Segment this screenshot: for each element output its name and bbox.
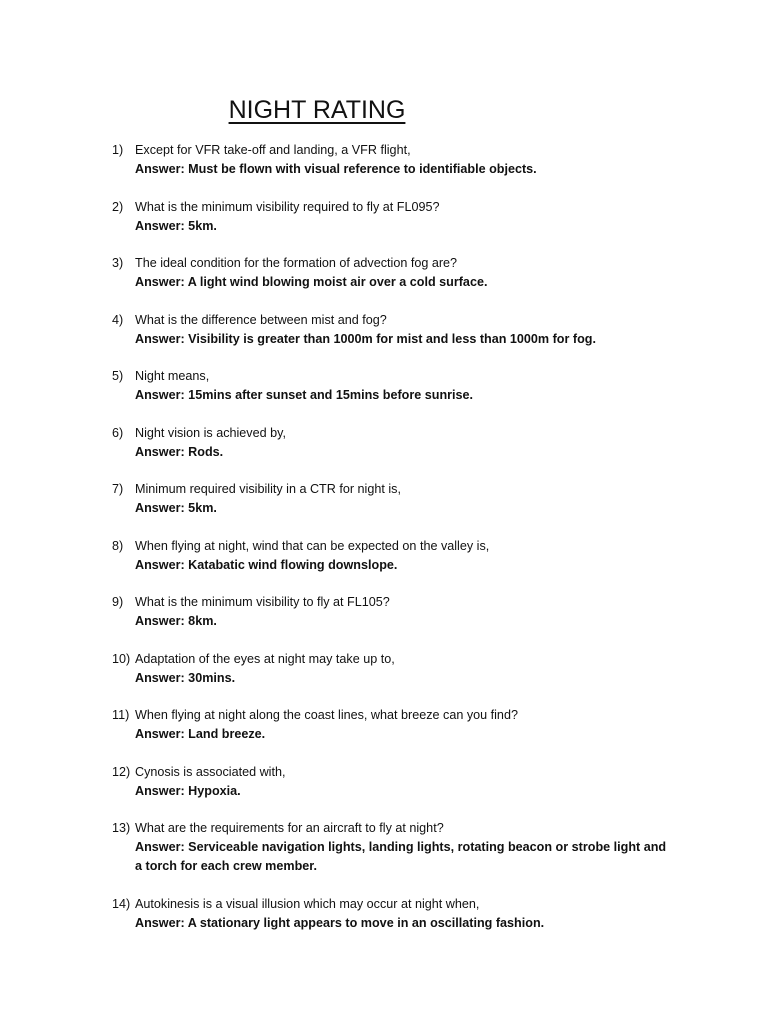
question-text: Night vision is achieved by, bbox=[135, 425, 286, 440]
question-item bbox=[0, 141, 768, 179]
answer-text: Answer: 5km. bbox=[135, 218, 217, 233]
question-item bbox=[0, 198, 768, 236]
question-text: When flying at night, wind that can be expected on the valley is, bbox=[135, 538, 490, 553]
question-text: When flying at night along the coast lines, what breeze can you find? bbox=[135, 708, 518, 722]
question-item bbox=[0, 819, 768, 876]
question-number: 12) bbox=[112, 764, 131, 779]
question-item bbox=[0, 367, 768, 405]
answer-text: Answer: Serviceable navigation lights, landing lights, rotating beacon or strobe light and a torch for each crew member. bbox=[135, 840, 667, 873]
question-number: 14) bbox=[112, 896, 131, 911]
page-title: NIGHT RATING bbox=[228, 96, 406, 124]
question-number: 5) bbox=[112, 369, 124, 383]
question-number: 6) bbox=[112, 425, 124, 440]
question-number: 7) bbox=[112, 482, 124, 496]
question-item bbox=[0, 593, 768, 631]
question-item bbox=[0, 480, 768, 518]
question-text: What are the requirements for an aircraft to fly at night? bbox=[135, 821, 444, 835]
question-text: Night means, bbox=[135, 369, 210, 383]
question-item bbox=[0, 424, 768, 462]
question-number: 3) bbox=[112, 256, 124, 270]
answer-text: Answer: Rods. bbox=[135, 444, 224, 459]
question-number: 13) bbox=[112, 821, 131, 835]
answer-text: Answer: Visibility is greater than 1000m for mist and less than 1000m for fog. bbox=[135, 331, 596, 346]
question-text: The ideal condition for the formation of advection fog are? bbox=[135, 256, 458, 270]
question-item bbox=[0, 650, 768, 688]
answer-text: Answer: 5km. bbox=[135, 501, 217, 515]
question-number: 1) bbox=[112, 143, 124, 157]
question-number: 4) bbox=[112, 312, 124, 327]
question-text: Adaptation of the eyes at night may take up to, bbox=[135, 651, 395, 666]
question-text: What is the minimum visibility to fly at FL105? bbox=[135, 595, 390, 609]
question-text: What is the difference between mist and fog? bbox=[135, 312, 387, 327]
answer-text: Answer: A light wind blowing moist air over a cold surface. bbox=[135, 275, 488, 289]
question-text: Cynosis is associated with, bbox=[135, 764, 286, 779]
answer-text: Answer: 30mins. bbox=[135, 670, 236, 685]
answer-text: Answer: Must be flown with visual reference to identifiable objects. bbox=[135, 162, 537, 176]
question-item bbox=[0, 706, 768, 744]
question-item bbox=[0, 763, 768, 801]
question-text: What is the minimum visibility required to fly at FL095? bbox=[135, 199, 440, 214]
answer-text: Answer: Katabatic wind flowing downslope. bbox=[135, 557, 398, 572]
question-list bbox=[0, 141, 768, 951]
answer-text: Answer: Land breeze. bbox=[135, 727, 266, 741]
question-item bbox=[0, 254, 768, 292]
answer-text: Answer: 8km. bbox=[135, 614, 217, 628]
question-number: 10) bbox=[112, 651, 131, 666]
question-number: 9) bbox=[112, 595, 124, 609]
answer-text: Answer: Hypoxia. bbox=[135, 783, 241, 798]
question-text: Except for VFR take-off and landing, a VFR flight, bbox=[135, 143, 411, 157]
answer-text: Answer: A stationary light appears to move in an oscillating fashion. bbox=[135, 915, 545, 930]
question-item bbox=[0, 537, 768, 575]
question-item bbox=[0, 311, 768, 349]
question-number: 11) bbox=[112, 708, 130, 722]
question-text: Autokinesis is a visual illusion which may occur at night when, bbox=[135, 896, 480, 911]
question-number: 8) bbox=[112, 538, 124, 553]
question-number: 2) bbox=[112, 199, 124, 214]
answer-text: Answer: 15mins after sunset and 15mins before sunrise. bbox=[135, 388, 474, 402]
question-text: Minimum required visibility in a CTR for night is, bbox=[135, 482, 401, 496]
question-item bbox=[0, 895, 768, 933]
